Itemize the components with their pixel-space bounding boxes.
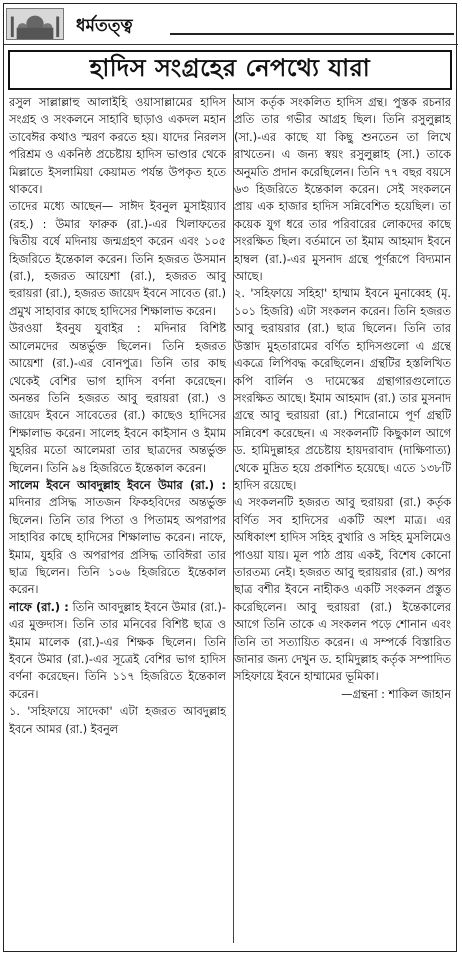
- article-title: হাদিস সংগ্রহের নেপথ্যে যারা: [89, 54, 371, 82]
- paragraph: আস কর্তৃক সংকলিত হাদিস গ্রন্থ। পুস্তক রচনার প্রতি তার গভীর আগ্রহ ছিল। তিনি রসুলুল্লাহ (সা.)-এর কাছে যা কিছু শুনতেন তা লিখে রাখতেন। এ জন্য স্বয়ং রসুলুল্লাহ (সা.) তাকে অনুমতি প্রদান করেছিলেন। তিনি ৭৭ বছর বয়সে ৬৩ হিজরিতে ইন্তেকাল করেন। সেই সংকলনে প্রায় এক হাজার হাদিস সন্নিবেশিত হয়েছিল। তা কয়েক যুগ ধরে তার পরিবারের লোকদের কাছে সংরক্ষিত ছিল। বর্তমানে তা ইমাম আহমাদ ইবনে হাম্বল (রা.)-এর মুসনাদ গ্রন্থে পূর্ণরূপে বিদ্যমান আছে।: [234, 96, 451, 284]
- header-rule: [170, 33, 454, 35]
- author-credit: —গ্রন্থনা : শাকিল জাহান: [341, 687, 451, 701]
- paragraph-lead: সালেম ইবনে আবদুল্লাহ ইবনে উমার (রা.) :: [9, 478, 226, 492]
- paragraph: তাদের মধ্যে আছেন— সাঈদ ইবনুল মুসাইয়্যাব (রহ.) : উমার ফারুক (রা.)-এর খিলাফতের দ্বিতীয় বর্ষে মদিনায় জন্মগ্রহণ করেন এবং ১০৫ হিজরিতে ইন্তেকাল করেন। তিনি হজরত উসমান (রা.), হজরত আয়েশা (রা.), হজরত আবু হুরায়রা (রা.), হজরত জায়েদ ইবনে সাবেত (রা.) প্রমুখ সাহাবার কাছে হাদিসের শিক্ষালাভ করেন।: [9, 200, 226, 318]
- paragraph: এ সংকলনটি হজরত আবু হুরায়রা (রা.) কর্তৃক বর্ণিত সব হাদিসের একটি অংশ মাত্র। এর অধিকাংশ হাদিস সহিহ বুখারি ও সহিহ মুসলিমেও পাওয়া যায়। মূল পাঠ প্রায় একই, বিশেষ কোনো তারতম্য নেই। হজরত আবু হুরায়রার (রা.) অপর ছাত্র বশীর ইবনে নাহীকও একটি সংকলন প্রস্তুত করেছিলেন। আবু হুরায়রা (রা.) ইন্তেকালের আগে তিনি তাকে এ সংকলন পড়ে শোনান এবং তিনি তা সত্যায়িত করেন। এ সম্পর্কে বিস্তারিত জানার জন্য দেখুন ড. হামিদুল্লাহ কর্তৃক সম্পাদিত সহিফায়ে ইবনে হাম্মামের ভূমিকা।: [234, 496, 451, 684]
- paragraph-lead: নাফে (রা.) :: [9, 600, 69, 614]
- paragraph: ১. 'সহিফায়ে সাদেকা' এটা হজরত আবদুল্লাহ ইবনে আমর (রা.) ইবনুল: [9, 705, 226, 736]
- paragraph-text: মদিনার প্রসিদ্ধ সাতজন ফিকহবিদের অন্তর্ভুক্ত ছিলেন। তিনি তার পিতা ও পিতামহ অপরাপর সাহাবির কাছে হাদিসের শিক্ষালাভ করেন। নাফে, ইমাম, যুহরি ও অপরাপর প্রসিদ্ধ তাবিঈরা তার ছাত্র ছিলেন। তিনি ১০৬ হিজরিতে ইন্তেকাল করেন।: [9, 496, 226, 597]
- section-label: ধর্মতত্ত্ব: [76, 16, 133, 36]
- right-column: [234, 94, 451, 945]
- paragraph-text: তিনি আবদুল্লাহ ইবনে উমার (রা.)-এর মুক্তদাস। তিনি তার মনিবের বিশিষ্ট ছাত্র ও ইমাম মালেক (রা.)-এর শিক্ষক ছিলেন। তিনি ইবনে উমার (রা.)-এর সূত্রেই বেশির ভাগ হাদিস বর্ণনা করেছেন। তিনি ১১৭ হিজরিতে ইন্তেকাল করেন।: [9, 600, 226, 701]
- article-body: [9, 94, 451, 945]
- paragraph: [9, 599, 226, 703]
- page-frame: [3, 3, 457, 952]
- paragraph: রসুল সাল্লাল্লাহু আলাইহি ওয়াসাল্লামের হাদিস সংগ্রহ ও সংকলনে সাহাবি ছাড়াও একদল মহান তাবেঈর কথাও স্মরণ করতে হয়। যাদের নিরলস পরিশ্রম ও একনিষ্ঠ প্রচেষ্টায় হাদিস ভাণ্ডার থেকে মিল্লাতে ইসলামিয়া কেয়ামত পর্যন্ত উপকৃত হতে থাকবে।: [9, 96, 226, 197]
- title-box: [8, 50, 452, 90]
- mosque-silhouette-icon: [6, 8, 64, 40]
- paragraph: [9, 477, 226, 599]
- section-header: [4, 4, 458, 45]
- paragraph: ২. 'সহিফায়ে সহিহা' হাম্মাম ইবনে মুনাব্বেহ (মৃ. ১০১ হিজরি) এটা সংকলন করেন। তিনি হজরত আবু হুরায়রার (রা.) ছাত্র ছিলেন। তিনি তার উস্তাদ মুহতারামের বর্ণিত হাদিসগুলো এ গ্রন্থে একত্রে লিপিবদ্ধ করেছিলেন। গ্রন্থটির হস্তলিখিত কপি বার্লিন ও দামেস্কের গ্রন্থাগারগুলোতে সংরক্ষিত আছে। ইমাম আহমাদ (রা.) তার মুসনাদ গ্রন্থে আবু হুরায়রা (রা.) শিরোনামে পূর্ণ গ্রন্থটি সন্নিবেশ করেছেন। এ সংকলনটি কিছুকাল আগে ড. হামিদুল্লাহর প্রচেষ্টায় হায়দরাবাদ (দাক্ষিণাত্য) থেকে মুদ্রিত হয়ে প্রকাশিত হয়েছে। এতে ১৩৮টি হাদিস রয়েছে।: [234, 287, 451, 492]
- paragraph: উরওয়া ইবনুয যুবাইর : মদিনার বিশিষ্ট আলেমদের অন্তর্ভুক্ত ছিলেন। তিনি হজরত আয়েশা (রা.)-এর বোনপুত্র। তিনি তার কাছ থেকেই বেশির ভাগ হাদিস বর্ণনা করেছেন। অনন্তর তিনি হজরত আবু হুরায়রা (রা.) ও জায়েদ ইবনে সাবেতের (রা.) কাছেও হাদিসের শিক্ষালাভ করেন। সালেহ ইবনে কাইসান ও ইমাম যুহরির মতো আলেমরা তার ছাত্রদের অন্তর্ভুক্ত ছিলেন। তিনি ৯৪ হিজরিতে ইন্তেকাল করেন।: [9, 322, 226, 475]
- left-column: [9, 94, 226, 945]
